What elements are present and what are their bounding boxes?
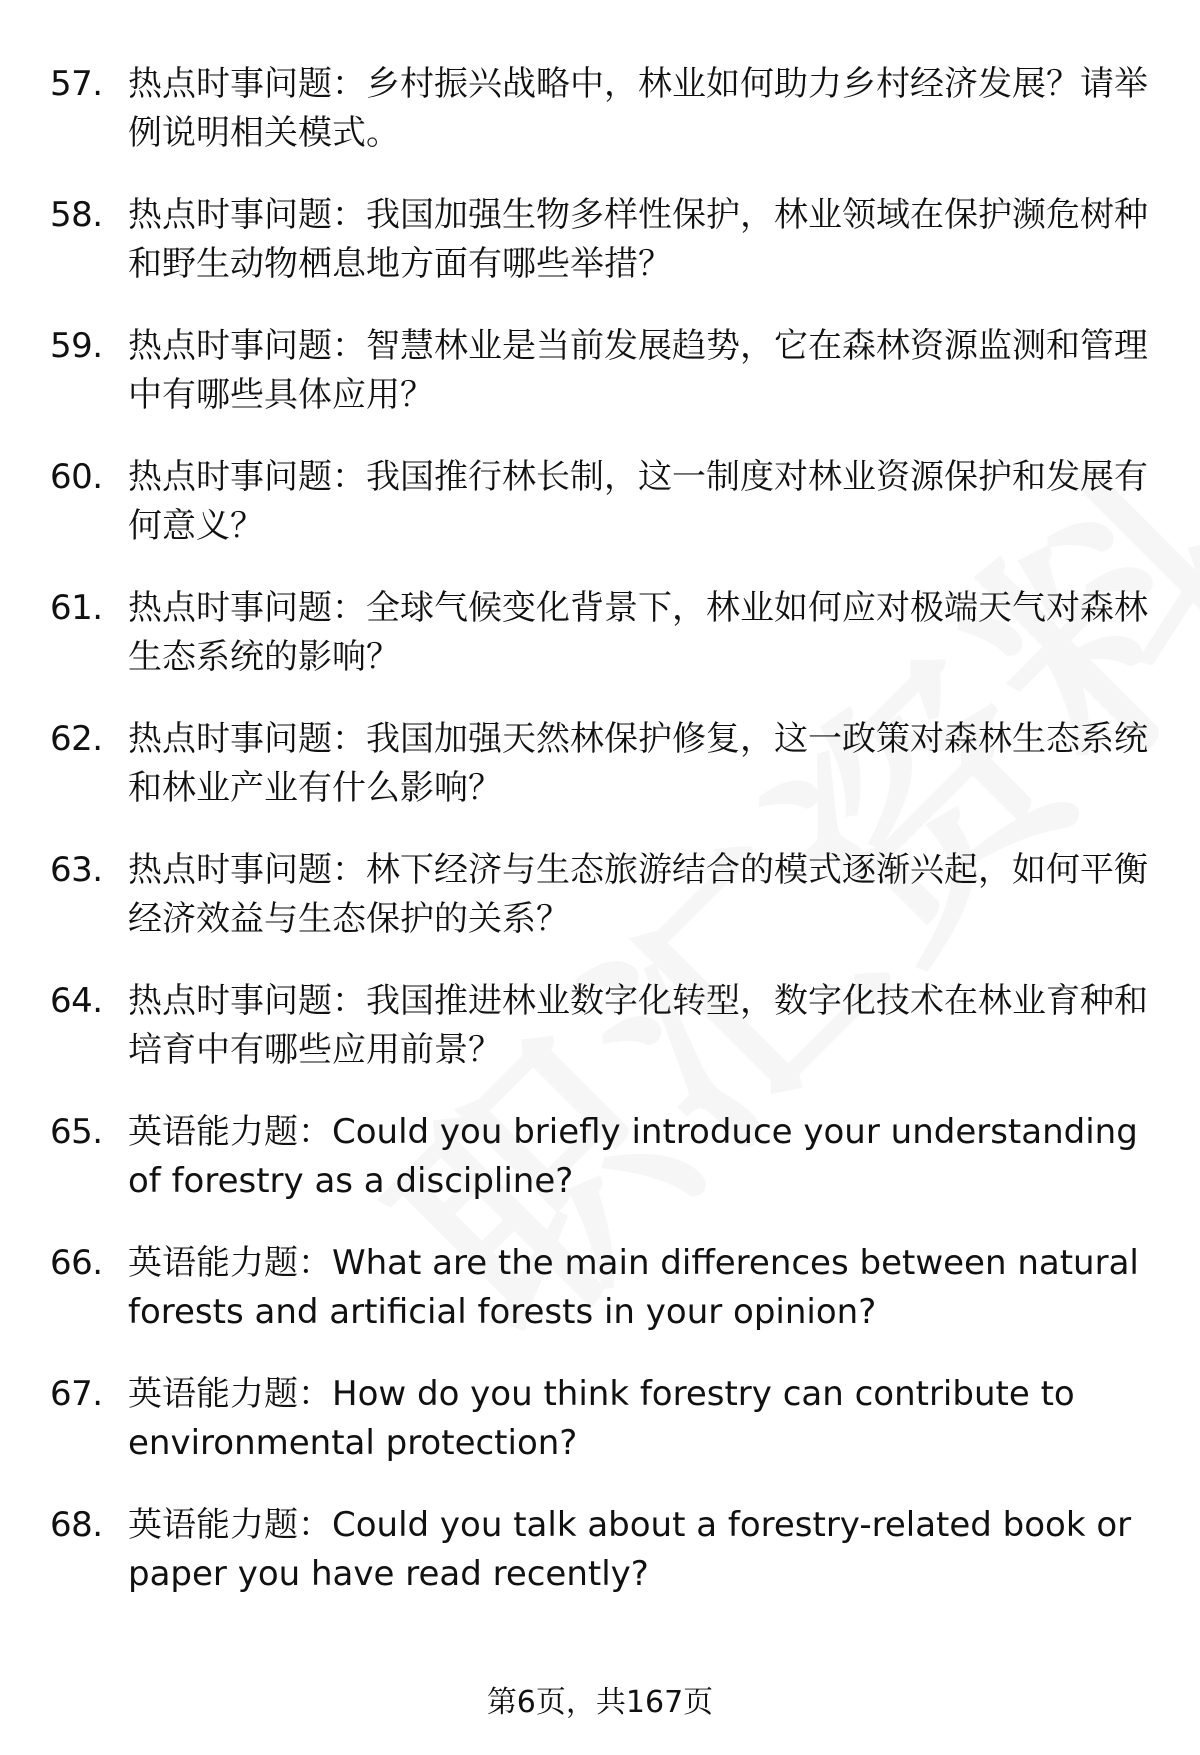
question-list: [50, 60, 1160, 1632]
question-text: 英语能力题：Could you briefly introduce your understanding of forestry as a discipline?: [128, 1112, 1138, 1201]
page-indicator: 第6页，共167页: [486, 1685, 714, 1720]
question-item: [50, 322, 1160, 453]
page-footer: [0, 1683, 1200, 1723]
question-item: [50, 977, 1160, 1108]
question-text: 热点时事问题：林下经济与生态旅游结合的模式逐渐兴起，如何平衡经济效益与生态保护的关系？: [128, 850, 1148, 939]
question-number: 57.: [50, 64, 103, 104]
question-text: 英语能力题：Could you talk about a forestry-related book or paper you have read recently?: [128, 1505, 1132, 1594]
question-text: 热点时事问题：全球气候变化背景下，林业如何应对极端天气对森林生态系统的影响？: [128, 588, 1148, 677]
question-text: 热点时事问题：智慧林业是当前发展趋势，它在森林资源监测和管理中有哪些具体应用？: [128, 326, 1148, 415]
question-number: 66.: [50, 1243, 103, 1283]
question-number: 68.: [50, 1505, 103, 1545]
question-item: [50, 1239, 1160, 1370]
question-number: 64.: [50, 981, 103, 1021]
question-item: [50, 846, 1160, 977]
question-number: 61.: [50, 588, 103, 628]
question-text: 热点时事问题：我国加强生物多样性保护，林业领域在保护濒危树种和野生动物栖息地方面有哪些举措？: [128, 195, 1148, 284]
question-number: 59.: [50, 326, 103, 366]
question-text: 热点时事问题：我国推进林业数字化转型，数字化技术在林业育种和培育中有哪些应用前景？: [128, 981, 1148, 1070]
question-text: 热点时事问题：我国加强天然林保护修复，这一政策对森林生态系统和林业产业有什么影响？: [128, 719, 1148, 808]
question-text: 英语能力题：How do you think forestry can contribute to environmental protection?: [128, 1374, 1075, 1463]
question-number: 62.: [50, 719, 103, 759]
question-text: 英语能力题：What are the main differences between natural forests and artificial forests in your opinion?: [128, 1243, 1139, 1332]
question-item: [50, 1108, 1160, 1239]
question-number: 65.: [50, 1112, 103, 1152]
question-item: [50, 1370, 1160, 1501]
question-item: [50, 453, 1160, 584]
question-item: [50, 191, 1160, 322]
question-number: 63.: [50, 850, 103, 890]
question-text: 热点时事问题：乡村振兴战略中，林业如何助力乡村经济发展？请举例说明相关模式。: [128, 64, 1148, 153]
question-number: 67.: [50, 1374, 103, 1414]
question-item: [50, 60, 1160, 191]
question-item: [50, 584, 1160, 715]
question-item: [50, 715, 1160, 846]
question-text: 热点时事问题：我国推行林长制，这一制度对林业资源保护和发展有何意义？: [128, 457, 1148, 546]
question-item: [50, 1501, 1160, 1632]
question-number: 58.: [50, 195, 103, 235]
question-number: 60.: [50, 457, 103, 497]
